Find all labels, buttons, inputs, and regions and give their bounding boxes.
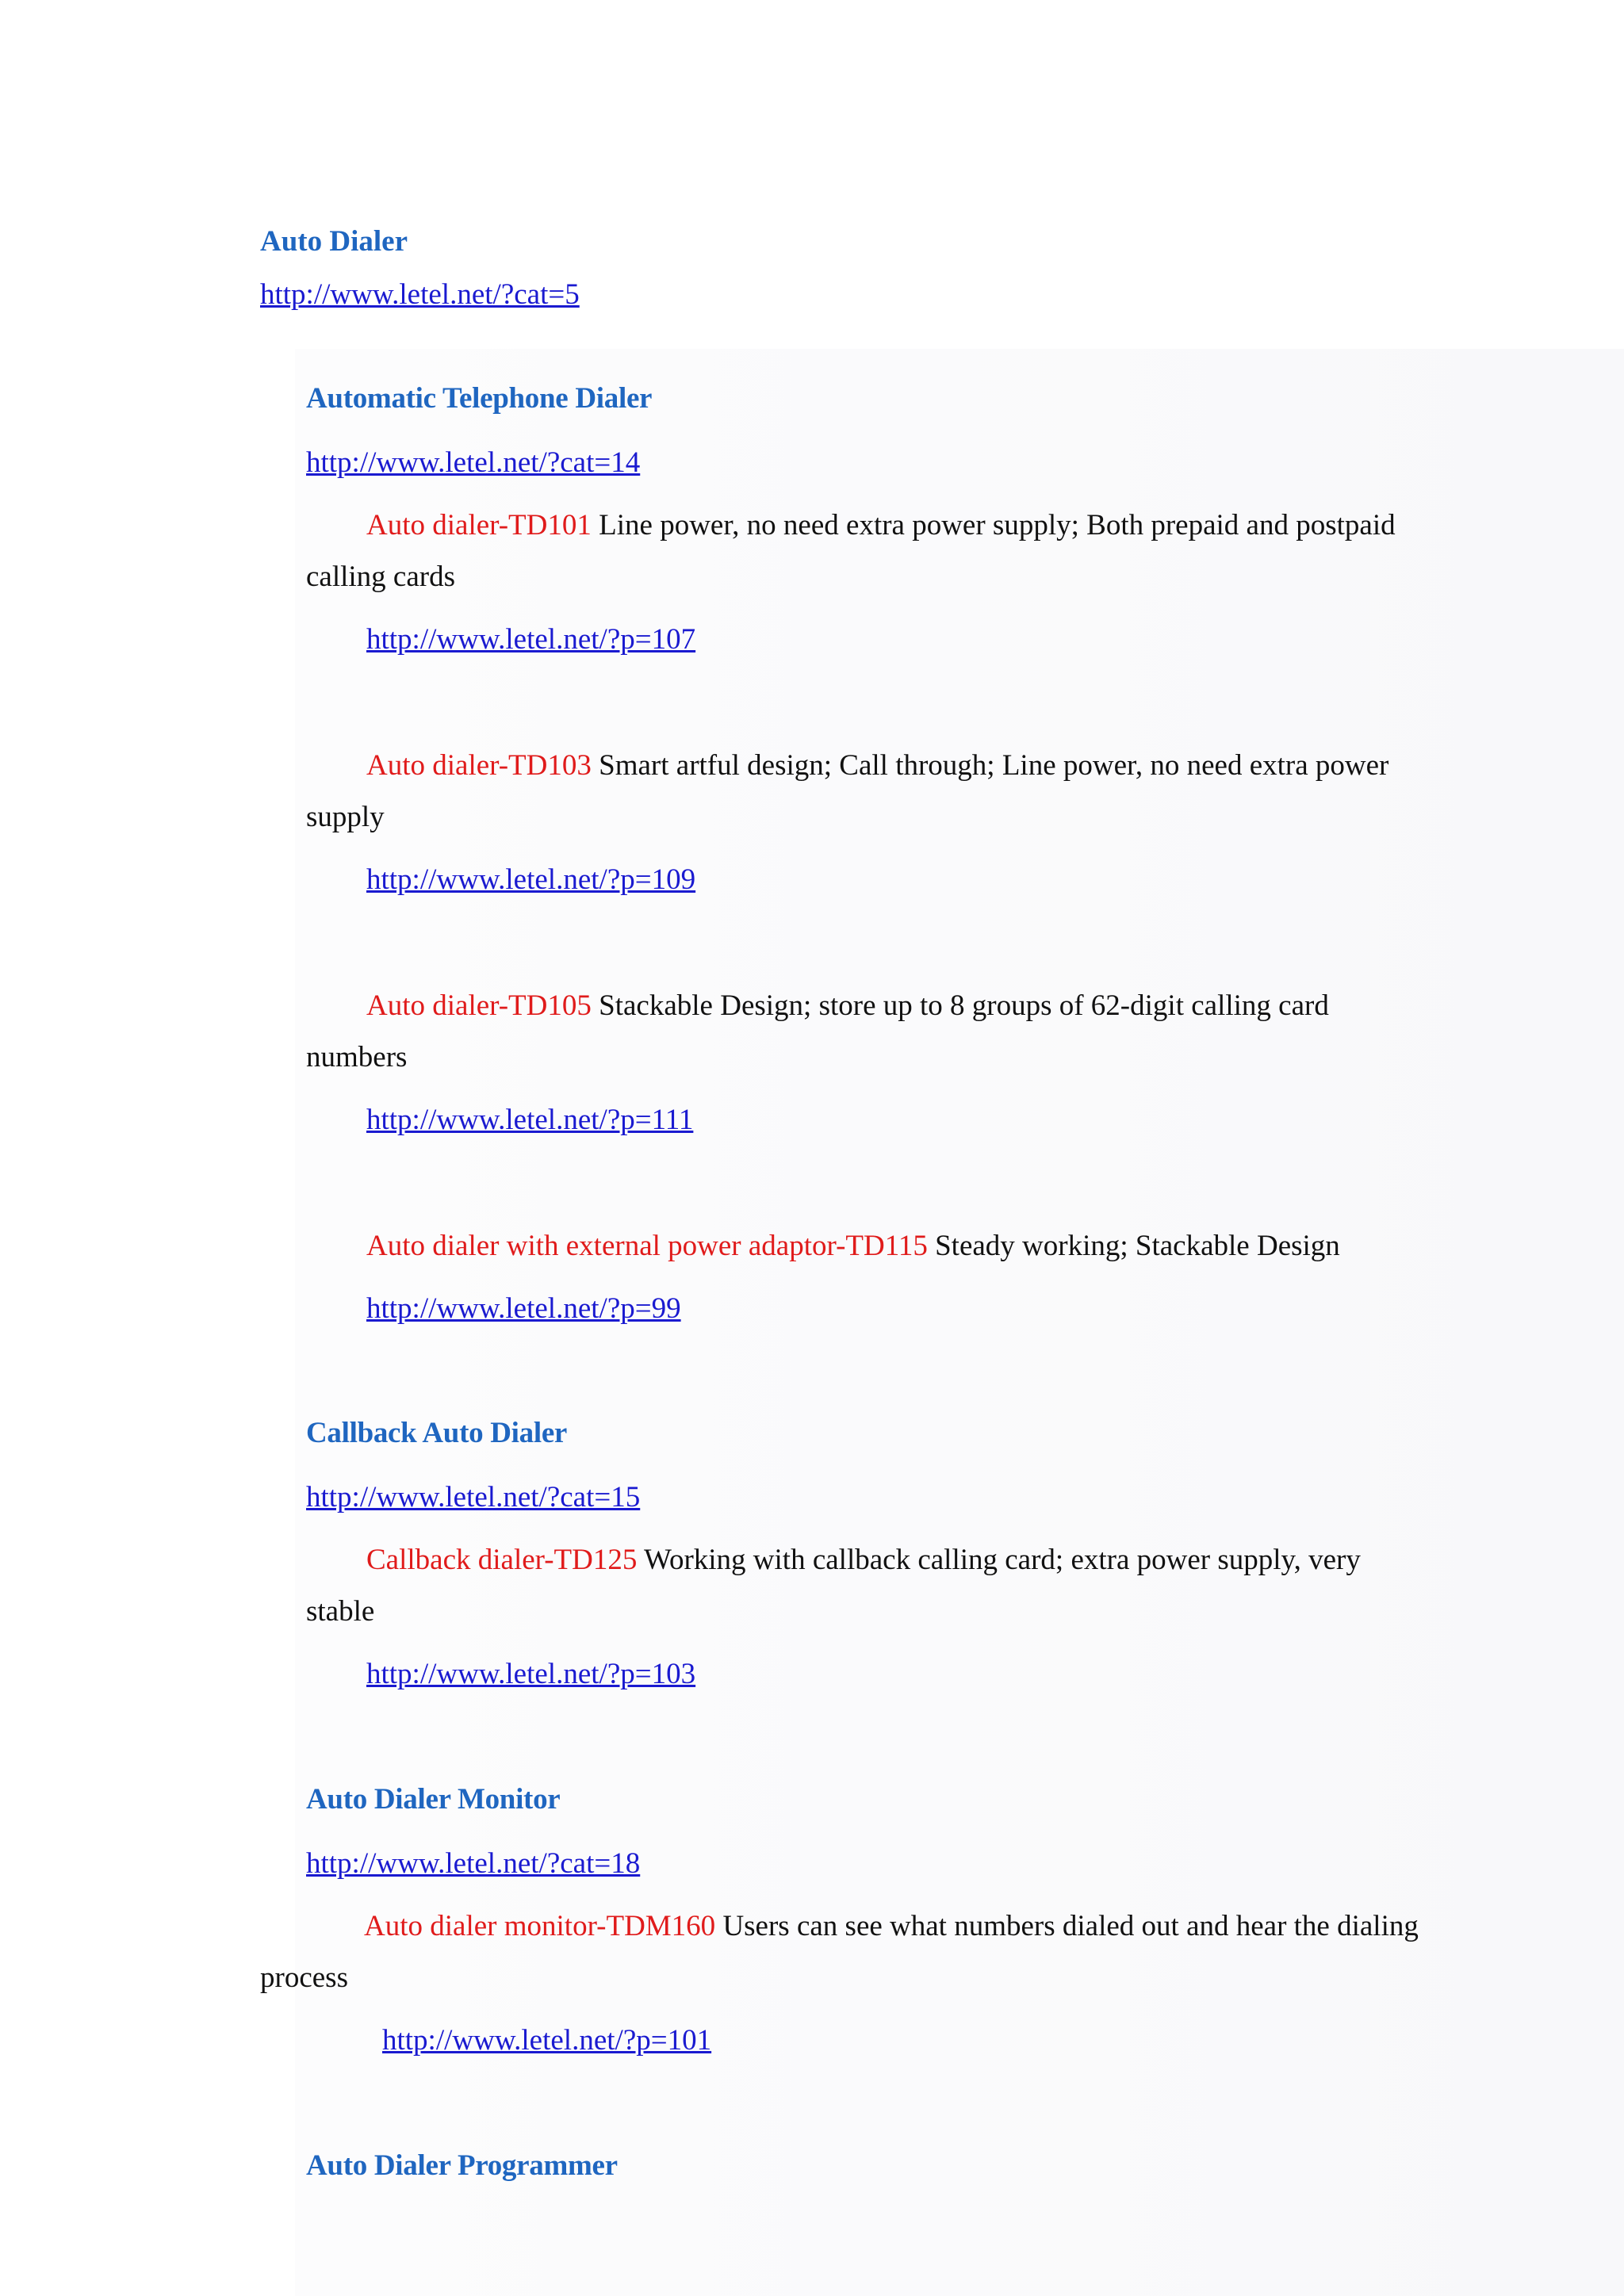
page-title: Auto Dialer	[260, 225, 408, 258]
section-heading-automatic-telephone-dialer: Automatic Telephone Dialer	[306, 382, 653, 415]
product-link-p111[interactable]: http://www.letel.net/?p=111	[366, 1104, 694, 1136]
page-title-link[interactable]: http://www.letel.net/?cat=5	[260, 278, 580, 311]
section-link-cat-18[interactable]: http://www.letel.net/?cat=18	[306, 1847, 641, 1880]
product-entry-td105	[366, 989, 1329, 1023]
product-description: Smart artful design; Call through; Line power, no need extra power	[599, 749, 1389, 782]
section-link-cat-15[interactable]: http://www.letel.net/?cat=15	[306, 1481, 641, 1513]
product-description: Working with callback calling card; extra power supply, very	[643, 1544, 1361, 1576]
product-name: Auto dialer with external power adaptor-TD115	[366, 1230, 928, 1262]
section-heading-auto-dialer-monitor: Auto Dialer Monitor	[306, 1783, 561, 1816]
product-link-p103[interactable]: http://www.letel.net/?p=103	[366, 1658, 696, 1690]
section-heading-callback-auto-dialer: Callback Auto Dialer	[306, 1417, 568, 1449]
product-description: Stackable Design; store up to 8 groups of 62-digit calling card	[599, 989, 1329, 1022]
product-description: Users can see what numbers dialed out and hear the dialing	[722, 1910, 1419, 1942]
product-entry-td101	[366, 508, 1396, 542]
product-name: Auto dialer-TD101	[366, 509, 592, 541]
product-entry-td115	[366, 1229, 1340, 1263]
product-name: Callback dialer-TD125	[366, 1544, 638, 1576]
section-link-cat-14[interactable]: http://www.letel.net/?cat=14	[306, 446, 641, 479]
product-entry-td125	[366, 1543, 1361, 1577]
product-link-p99[interactable]: http://www.letel.net/?p=99	[366, 1292, 681, 1325]
product-description-continued: stable	[306, 1595, 375, 1628]
product-link-p109[interactable]: http://www.letel.net/?p=109	[366, 863, 696, 896]
product-entry-td103	[366, 748, 1388, 783]
product-description-continued: numbers	[306, 1041, 408, 1073]
product-description: Line power, no need extra power supply; Both prepaid and postpaid	[599, 509, 1396, 541]
product-name: Auto dialer monitor-TDM160	[364, 1910, 716, 1942]
product-link-p107[interactable]: http://www.letel.net/?p=107	[366, 623, 696, 656]
product-name: Auto dialer-TD103	[366, 749, 592, 782]
product-description: Steady working; Stackable Design	[935, 1230, 1340, 1262]
product-link-p101[interactable]: http://www.letel.net/?p=101	[382, 2024, 712, 2057]
product-name: Auto dialer-TD105	[366, 989, 592, 1022]
section-heading-auto-dialer-programmer: Auto Dialer Programmer	[306, 2149, 618, 2182]
product-description-continued: process	[260, 1961, 348, 1994]
product-entry-tdm160	[364, 1909, 1419, 1943]
product-description-continued: supply	[306, 801, 385, 833]
product-description-continued: calling cards	[306, 561, 455, 593]
